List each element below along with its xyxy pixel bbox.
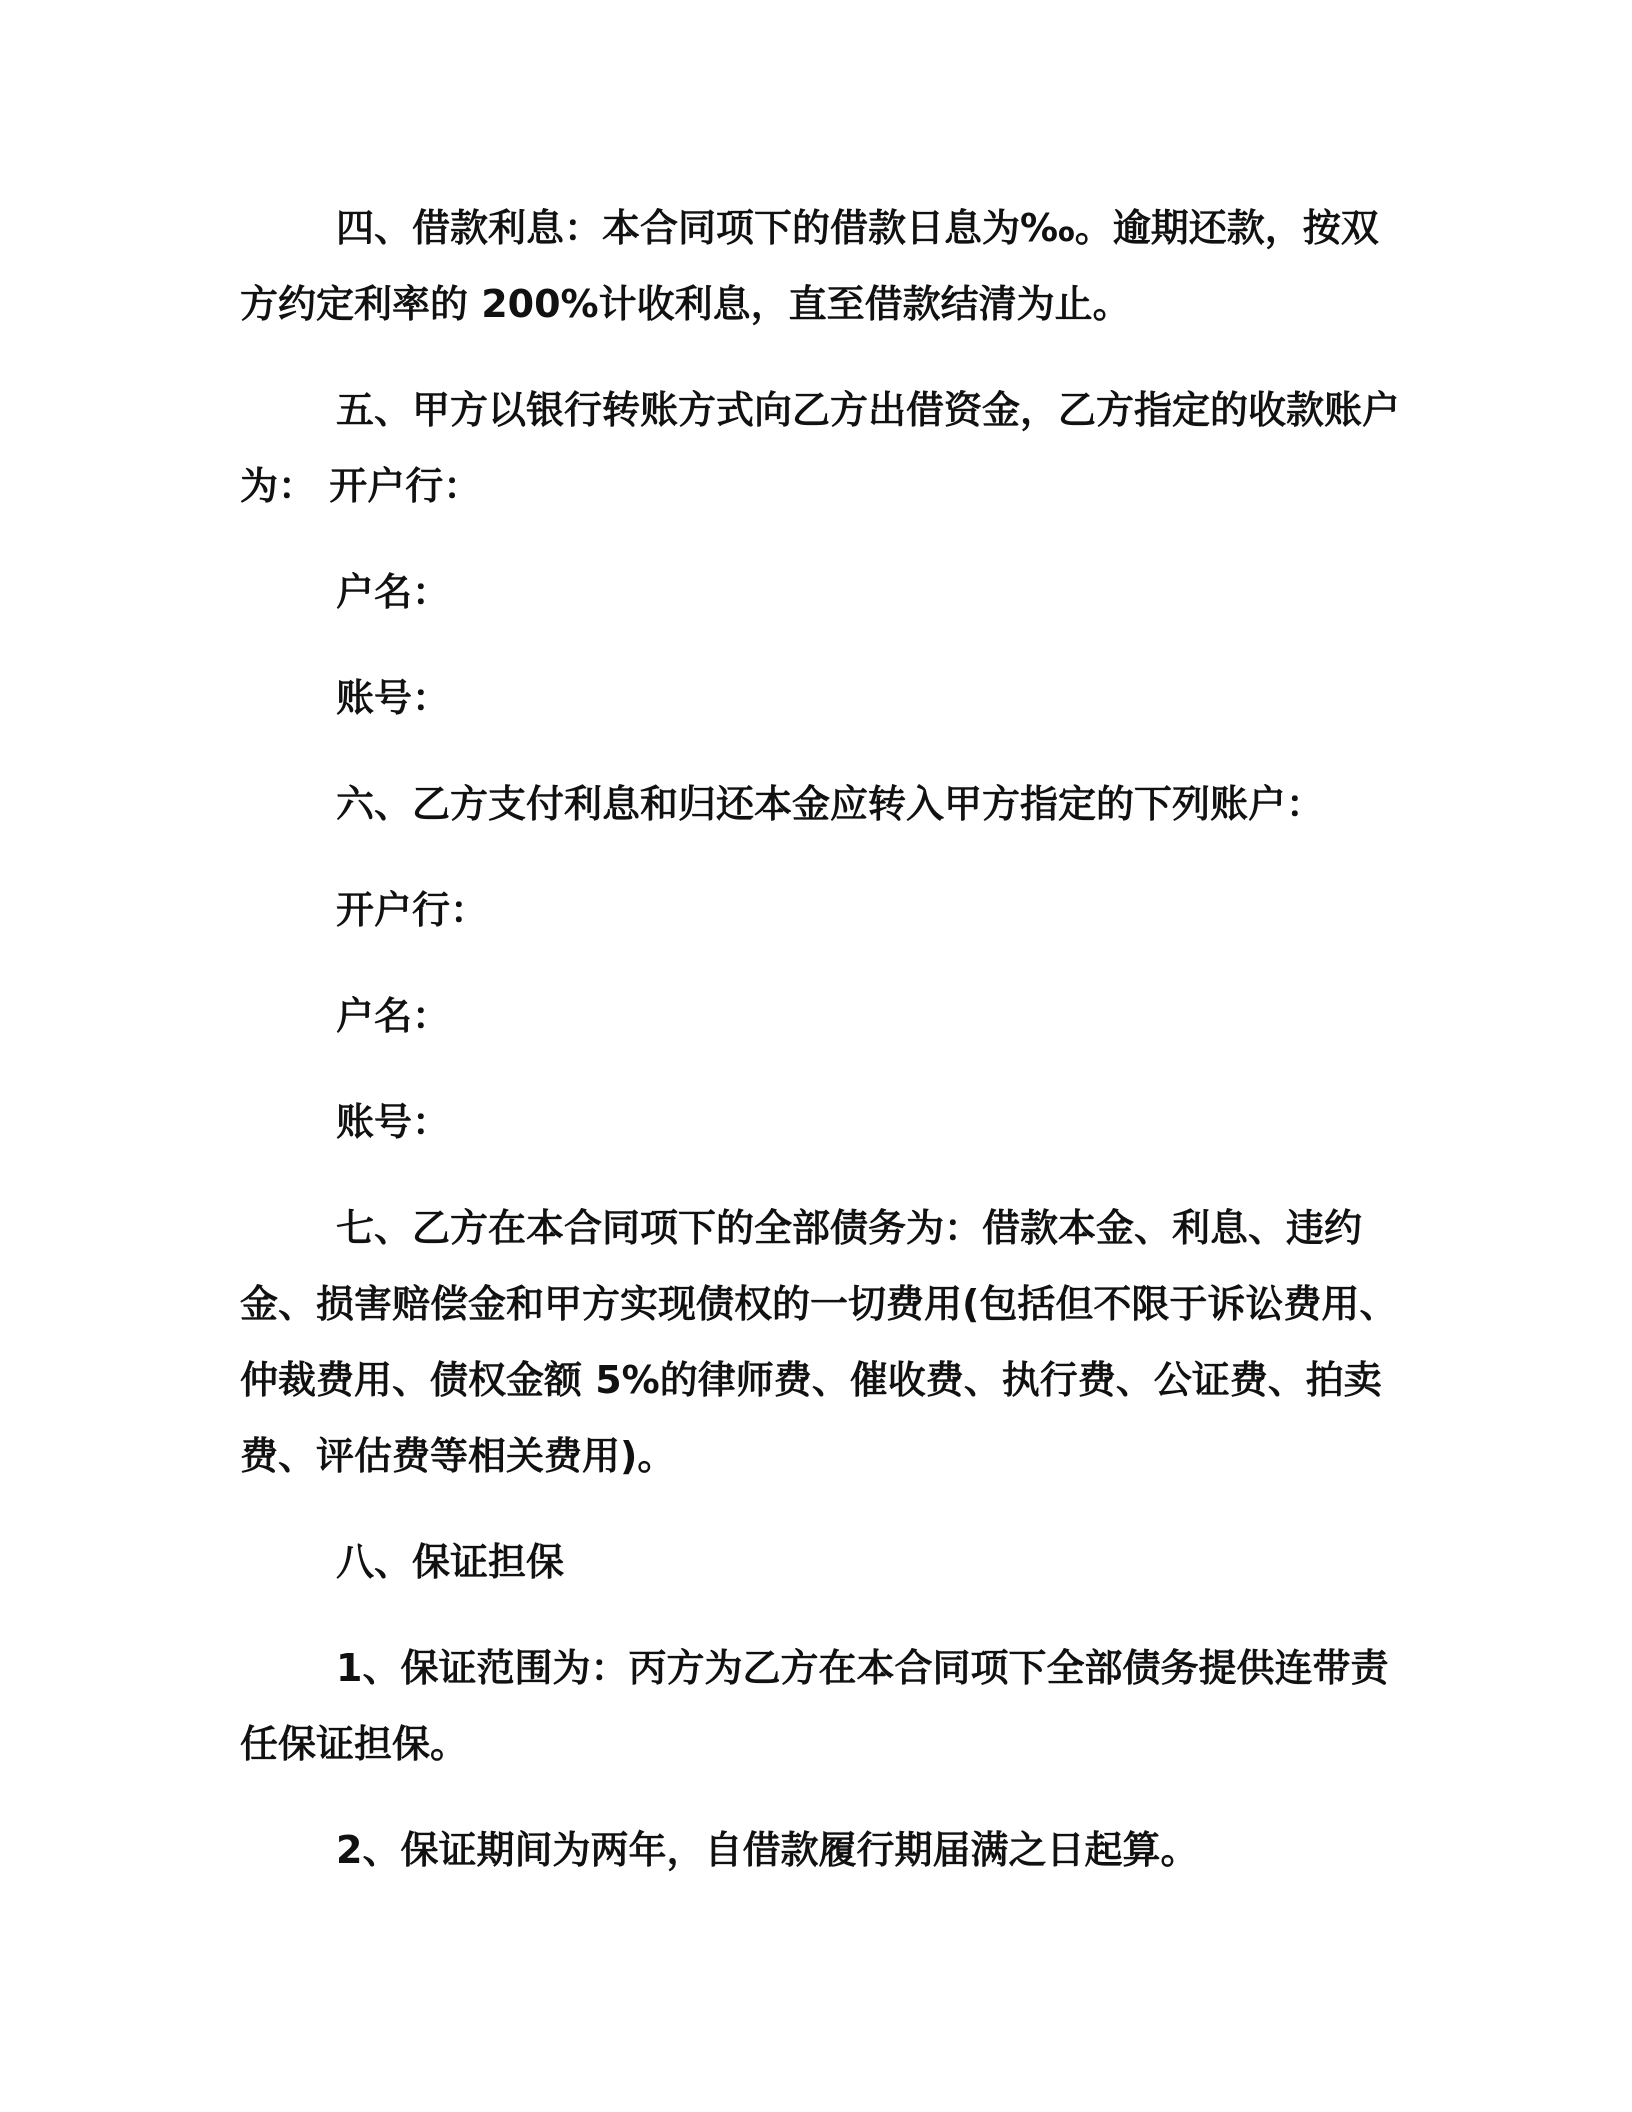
paragraph-repayment-account: 六、乙方支付利息和归还本金应转入甲方指定的下列账户： — [336, 782, 1325, 826]
paragraph-transfer-account: 五、甲方以银行转账方式向乙方出借资金，乙方指定的收款账户为： 开户行： — [240, 388, 1401, 508]
paragraph-interest: 四、借款利息：本合同项下的借款日息为‰。逾期还款，按双方约定利率的 200%计收利息，直至借款结清为止。 — [240, 206, 1379, 326]
paragraph-guarantee-period: 2、保证期间为两年，自借款履行期届满之日起算。 — [336, 1828, 1199, 1872]
paragraph-account-number-2: 账号： — [336, 1100, 451, 1144]
paragraph-account-number-1: 账号： — [336, 676, 451, 720]
document-body — [240, 190, 1400, 1888]
paragraph-guarantee-title: 八、保证担保 — [336, 1540, 565, 1584]
paragraph-debt-scope: 七、乙方在本合同项下的全部债务为：借款本金、利息、违约金、损害赔偿金和甲方实现债权的一切费用(包括但不限于诉讼费用、仲裁费用、债权金额 5%的律师费、催收费、执行费、公证费、拍卖费、评估费等相关费用)。 — [240, 1206, 1398, 1478]
paragraph-account-name-2: 户名： — [336, 994, 451, 1038]
paragraph-bank-2: 开户行： — [336, 888, 489, 932]
paragraph-account-name-1: 户名： — [336, 570, 451, 614]
paragraph-guarantee-scope: 1、保证范围为：丙方为乙方在本合同项下全部债务提供连带责任保证担保。 — [240, 1646, 1389, 1766]
